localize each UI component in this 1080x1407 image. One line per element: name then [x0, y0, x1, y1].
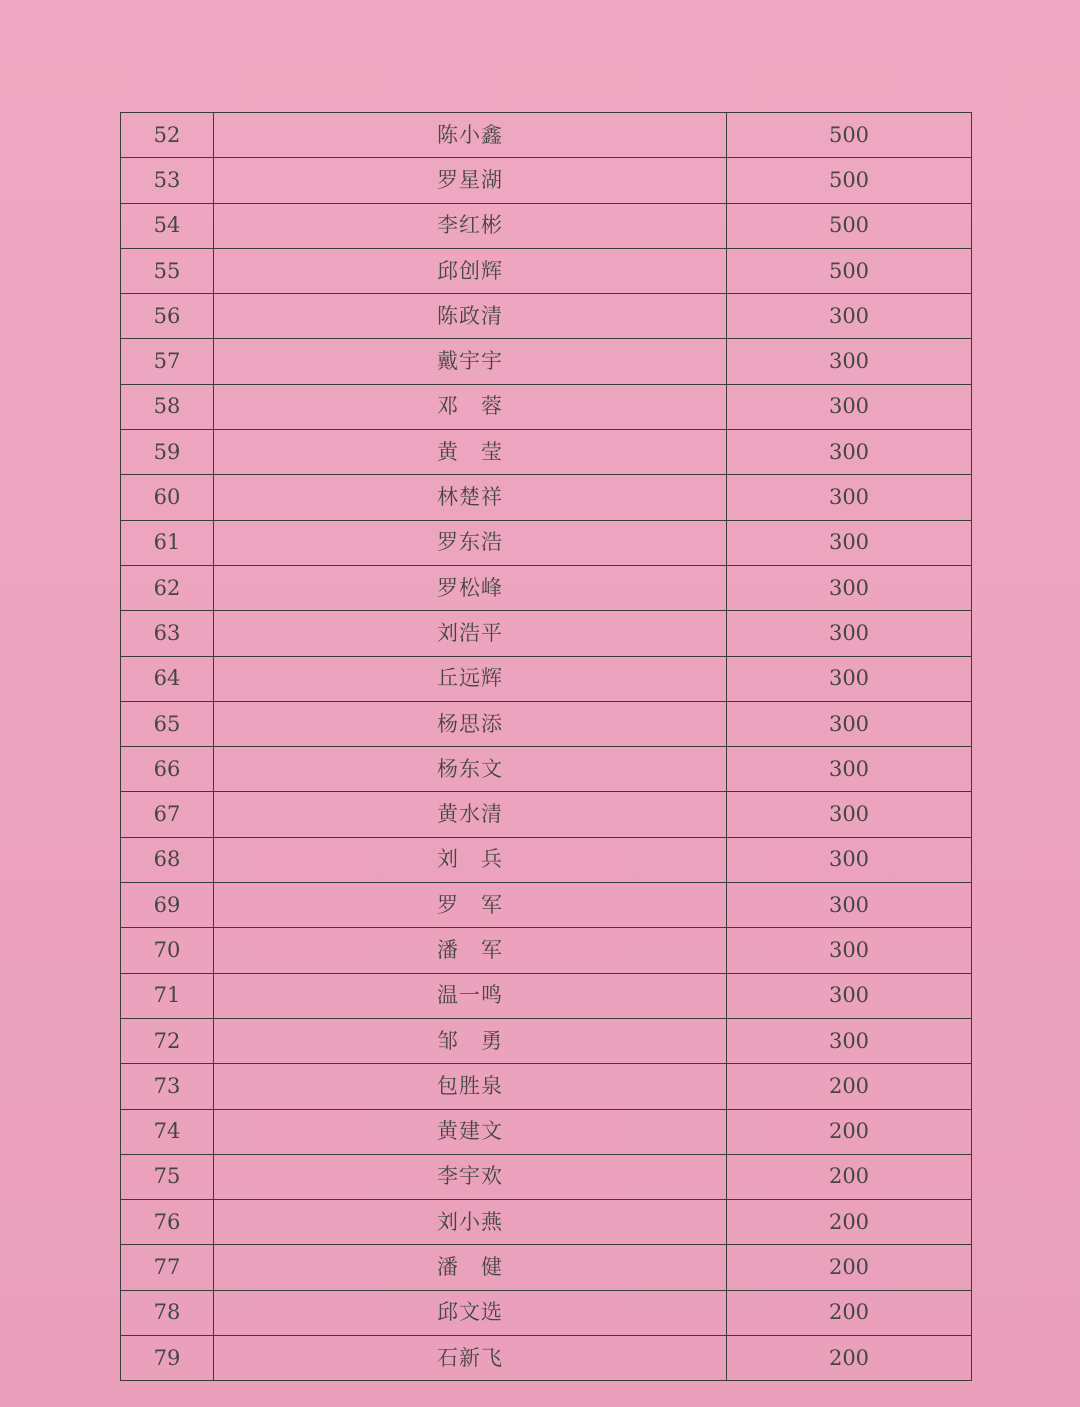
row-number-cell: 73	[121, 1064, 214, 1109]
amount-cell: 300	[727, 384, 972, 429]
table-row	[121, 1064, 972, 1109]
person-name: 刘 兵	[437, 847, 503, 872]
table-row	[121, 973, 972, 1018]
person-name-cell	[214, 1200, 727, 1245]
person-name: 罗星湖	[437, 167, 503, 192]
person-name-cell	[214, 1290, 727, 1335]
person-name-cell	[214, 973, 727, 1018]
amount-cell: 500	[727, 203, 972, 248]
person-name-cell	[214, 928, 727, 973]
table-row	[121, 384, 972, 429]
person-name-cell	[214, 520, 727, 565]
row-number-cell: 66	[121, 747, 214, 792]
person-name: 戴宇宇	[437, 349, 503, 374]
person-name-cell	[214, 611, 727, 656]
row-number-cell: 67	[121, 792, 214, 837]
row-number-cell: 70	[121, 928, 214, 973]
table-row	[121, 339, 972, 384]
table-row	[121, 1200, 972, 1245]
table-row	[121, 113, 972, 158]
person-name: 邱创辉	[437, 258, 503, 283]
table-row	[121, 611, 972, 656]
row-number-cell: 78	[121, 1290, 214, 1335]
amount-cell: 200	[727, 1290, 972, 1335]
row-number-cell: 58	[121, 384, 214, 429]
row-number-cell: 56	[121, 294, 214, 339]
amount-cell: 300	[727, 1018, 972, 1063]
amount-cell: 200	[727, 1064, 972, 1109]
table-row	[121, 520, 972, 565]
amount-cell: 300	[727, 475, 972, 520]
table-row	[121, 792, 972, 837]
table-row	[121, 928, 972, 973]
person-name-cell	[214, 158, 727, 203]
table-row	[121, 747, 972, 792]
amount-cell: 300	[727, 973, 972, 1018]
person-name: 邓 蓉	[437, 394, 503, 419]
amount-cell: 300	[727, 611, 972, 656]
row-number-cell: 63	[121, 611, 214, 656]
row-number-cell: 64	[121, 656, 214, 701]
person-name-cell	[214, 1154, 727, 1199]
amount-cell: 300	[727, 656, 972, 701]
person-name: 罗松峰	[437, 575, 503, 600]
person-name: 刘小燕	[437, 1209, 503, 1234]
table-body	[121, 113, 972, 1381]
row-number-cell: 62	[121, 565, 214, 610]
person-name-cell	[214, 1109, 727, 1154]
person-name-cell	[214, 1245, 727, 1290]
row-number-cell: 72	[121, 1018, 214, 1063]
table-row	[121, 294, 972, 339]
person-name: 李宇欢	[437, 1164, 503, 1189]
amount-cell: 300	[727, 520, 972, 565]
row-number-cell: 77	[121, 1245, 214, 1290]
amount-cell: 300	[727, 837, 972, 882]
amount-cell: 300	[727, 339, 972, 384]
person-name: 刘浩平	[437, 620, 503, 645]
amount-cell: 500	[727, 158, 972, 203]
person-name-cell	[214, 384, 727, 429]
person-name-cell	[214, 339, 727, 384]
person-name: 潘 健	[437, 1255, 503, 1280]
person-name-cell	[214, 430, 727, 475]
amount-cell: 300	[727, 747, 972, 792]
amount-cell: 300	[727, 883, 972, 928]
person-name: 罗 军	[437, 892, 503, 917]
table-row	[121, 203, 972, 248]
row-number-cell: 53	[121, 158, 214, 203]
row-number-cell: 61	[121, 520, 214, 565]
person-name: 潘 军	[437, 937, 503, 962]
row-number-cell: 79	[121, 1336, 214, 1381]
person-name: 杨思添	[437, 711, 503, 736]
row-number-cell: 68	[121, 837, 214, 882]
row-number-cell: 69	[121, 883, 214, 928]
table-row	[121, 475, 972, 520]
person-name: 杨东文	[437, 756, 503, 781]
person-name-cell	[214, 248, 727, 293]
row-number-cell: 74	[121, 1109, 214, 1154]
amount-cell: 300	[727, 565, 972, 610]
person-name-cell	[214, 294, 727, 339]
amount-cell: 300	[727, 928, 972, 973]
amount-cell: 300	[727, 294, 972, 339]
amount-cell: 200	[727, 1154, 972, 1199]
person-name: 黄 莹	[437, 439, 503, 464]
row-number-cell: 60	[121, 475, 214, 520]
person-name-cell	[214, 113, 727, 158]
table-row	[121, 1245, 972, 1290]
person-name: 黄建文	[437, 1119, 503, 1144]
row-number-cell: 76	[121, 1200, 214, 1245]
person-name: 李红彬	[437, 213, 503, 238]
table-row	[121, 883, 972, 928]
person-name-cell	[214, 837, 727, 882]
person-name: 邱文选	[437, 1300, 503, 1325]
person-name: 黄水清	[437, 802, 503, 827]
row-number-cell: 65	[121, 701, 214, 746]
person-name: 温一鸣	[437, 983, 503, 1008]
amount-cell: 200	[727, 1336, 972, 1381]
person-name: 石新飞	[437, 1345, 503, 1370]
person-name: 丘远辉	[437, 666, 503, 691]
person-name-cell	[214, 1064, 727, 1109]
person-name-cell	[214, 565, 727, 610]
row-number-cell: 57	[121, 339, 214, 384]
person-name: 陈政清	[437, 303, 503, 328]
person-name-cell	[214, 747, 727, 792]
table-row	[121, 1018, 972, 1063]
table-row	[121, 1109, 972, 1154]
table-row	[121, 1154, 972, 1199]
table-row	[121, 1290, 972, 1335]
person-name-cell	[214, 792, 727, 837]
table-row	[121, 565, 972, 610]
person-name-cell	[214, 883, 727, 928]
table-row	[121, 656, 972, 701]
table-row	[121, 701, 972, 746]
row-number-cell: 75	[121, 1154, 214, 1199]
person-name: 邹 勇	[437, 1028, 503, 1053]
amount-cell: 300	[727, 430, 972, 475]
amount-cell: 500	[727, 113, 972, 158]
row-number-cell: 54	[121, 203, 214, 248]
person-name: 林楚祥	[437, 485, 503, 510]
amount-cell: 500	[727, 248, 972, 293]
row-number-cell: 59	[121, 430, 214, 475]
table-row	[121, 1336, 972, 1381]
table-row	[121, 158, 972, 203]
person-name-cell	[214, 475, 727, 520]
person-name: 包胜泉	[437, 1073, 503, 1098]
donation-table	[120, 112, 972, 1381]
amount-cell: 200	[727, 1245, 972, 1290]
row-number-cell: 52	[121, 113, 214, 158]
amount-cell: 300	[727, 792, 972, 837]
amount-cell: 300	[727, 701, 972, 746]
table-row	[121, 837, 972, 882]
table-row	[121, 430, 972, 475]
row-number-cell: 71	[121, 973, 214, 1018]
person-name: 罗东浩	[437, 530, 503, 555]
person-name: 陈小鑫	[437, 122, 503, 147]
person-name-cell	[214, 1018, 727, 1063]
row-number-cell: 55	[121, 248, 214, 293]
person-name-cell	[214, 656, 727, 701]
person-name-cell	[214, 203, 727, 248]
amount-cell: 200	[727, 1109, 972, 1154]
person-name-cell	[214, 1336, 727, 1381]
person-name-cell	[214, 701, 727, 746]
amount-cell: 200	[727, 1200, 972, 1245]
table-row	[121, 248, 972, 293]
